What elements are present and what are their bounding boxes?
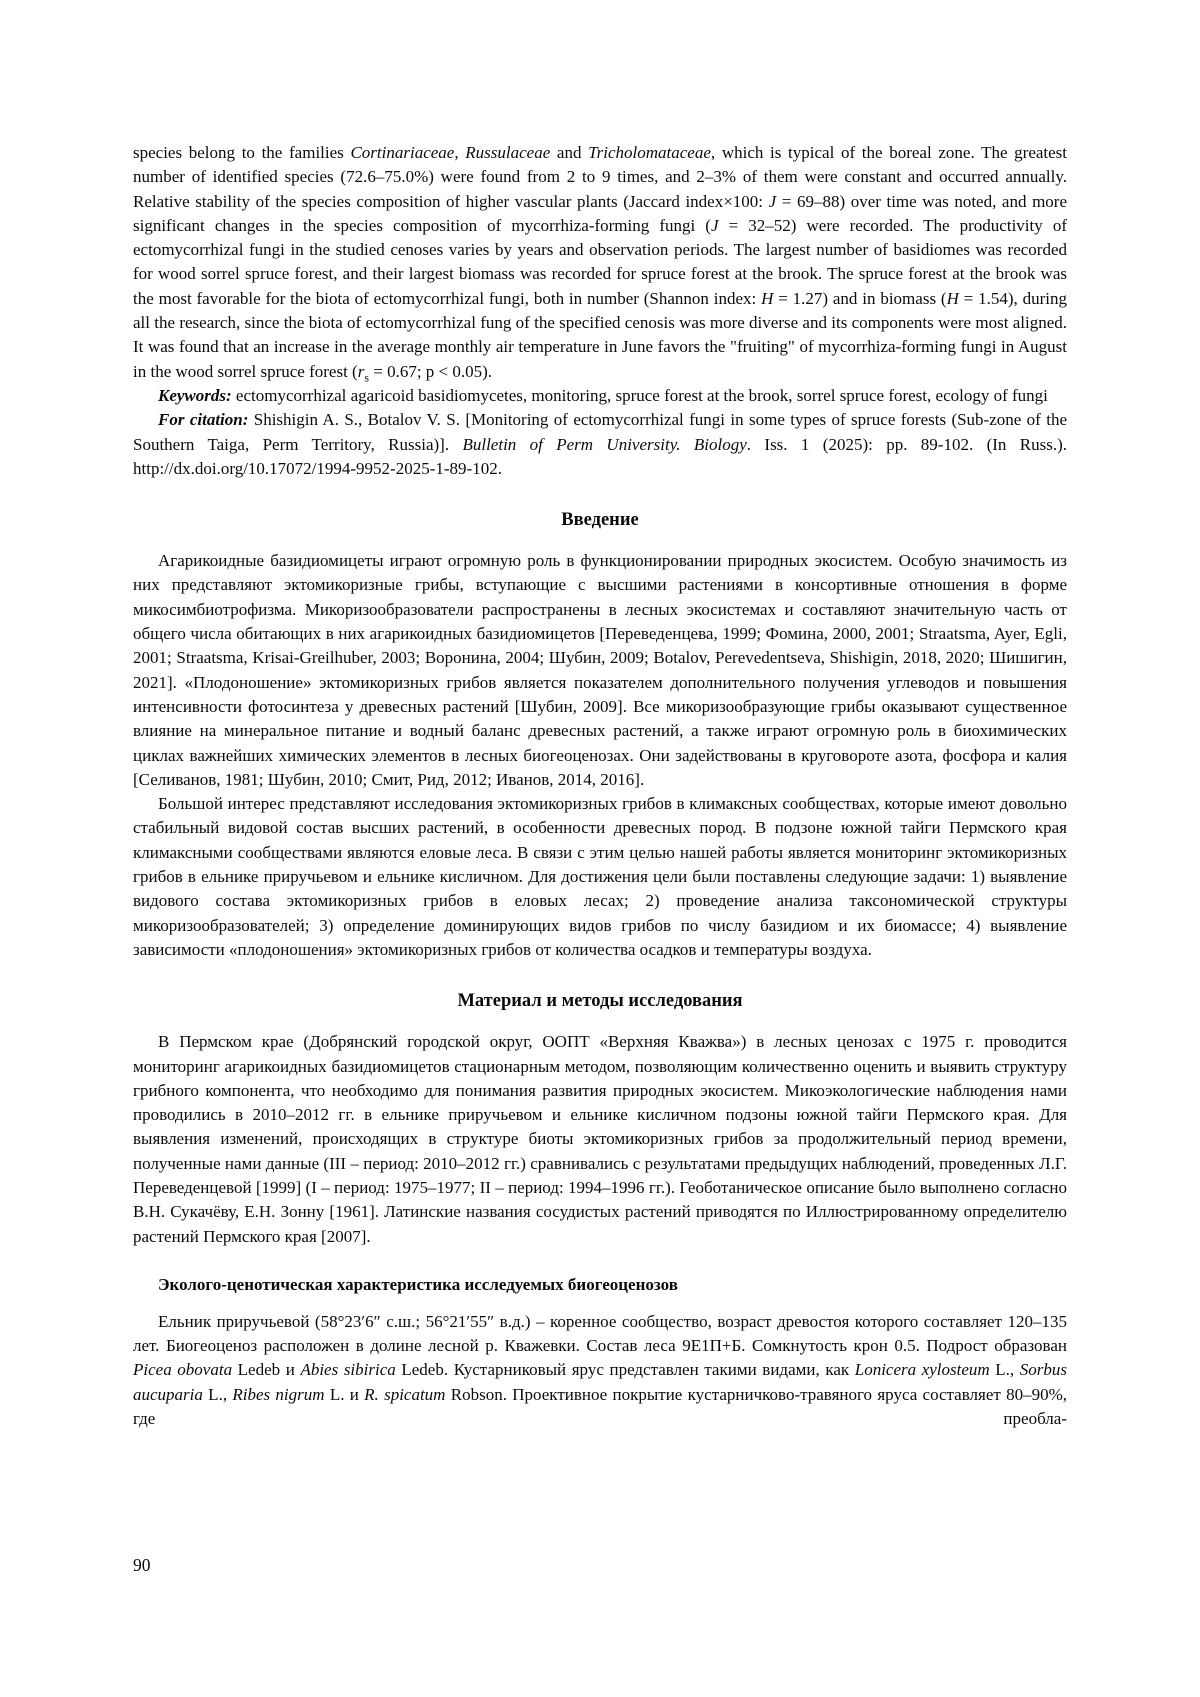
materials-methods-paragraph-1: В Пермском крае (Добрянский городской округ, ООПТ «Верхняя Кважва») в лесных ценозах с 1975 г. проводится мониторинг агарикоидных базидиомицетов стационарным методом, позволяющим количественно оценить и выявить структуру грибного компонента, что необходимо для понимания развития природных экосистем. Микоэкологические наблюдения нами проводились в 2010–2012 гг. в ельнике приручьевом и ельнике кисличном подзоны южной тайги Пермского края. Для выявления изменений, происходящих в структуре биоты эктомикоризных грибов за продолжительный период времени, полученные нами данные (III – период: 2010–2012 гг.) сравнивались с результатами предыдущих наблюдений, проведенных Л.Г. Переведенцевой [1999] (I – период: 1975–1977; II – период: 1994–1996 гг.). Геоботаническое описание было выполнено согласно В.Н. Сукачёву, Е.Н. Зонну [1961]. Латинские названия сосудистых растений приводятся по Иллюстрированному определителю растений Пермского края [2007]. — [133, 1032, 1067, 1246]
introduction-paragraph-1: Агарикоидные базидиомицеты играют огромную роль в функционировании природных экосистем. Особую значимость из них представляют эктомикоризные грибы, вступающие с высшими растениями в консортивные отношения в форме микосимбиотрофизма. Микоризообразователи распространены в лесных экосистемах и составляют значительную часть от общего числа обитающих в них агарикоидных базидиомицетов [Переведенцева, 1999; Фомина, 2000, 2001; Straatsma, Ayer, Egli, 2001; Straatsma, Krisai-Greilhuber, 2003; Воронина, 2004; Шубин, 2009; Botalov, Perevedentseva, Shishigin, 2018, 2020; Шишигин, 2021]. «Плодоношение» эктомикоризных грибов является показателем дополнительного получения углеводов и повышения интенсивности фотосинтеза у древесных растений [Шубин, 2009]. Все микоризообразующие грибы оказывают существенное влияние на минеральное питание и водный баланс древесных растений, а также играют огромную роль в биохимических циклах важнейших химических элементов в лесных биогеоценозах. Они задействованы в круговороте азота, фосфора и калия [Селиванов, 1981; Шубин, 2010; Смит, Рид, 2012; Иванов, 2014, 2016]. — [133, 551, 1067, 789]
article-body — [133, 141, 1067, 1431]
abstract-continuation-paragraph: species belong to the families Cortinariaceae, Russulaceae and Tricholomataceae, which is typical of the boreal zone. The greatest number of identified species (72.6–75.0%) were found from 2 to 9 times, and 2–3% of them were constant and occurred annually. Relative stability of the species composition of higher vascular plants (Jaccard index×100: J = 69–88) over time was noted, and more significant changes in the species composition of mycorrhiza-forming fungi (J = 32–52) were recorded. The productivity of ectomycorrhizal fungi in the studied cenoses varies by years and observation periods. The largest number of basidiomes was recorded for wood sorrel spruce forest, and their largest biomass was recorded for spruce forest at the brook. The spruce forest at the brook was the most favorable for the biota of ectomycorrhizal fungi, both in number (Shannon index: H = 1.27) and in biomass (H = 1.54), during all the research, since the biota of ectomycorrhizal fung of the specified cenosis was more diverse and its components were most aligned. It was found that an increase in the average monthly air temperature in June favors the "fruiting" of mycorrhiza-forming fungi in August in the wood sorrel spruce forest ($r_s = 0.67$; p < 0.05). — [133, 143, 1068, 385]
keywords-paragraph: Keywords: ectomycorrhizal agaricoid basidiomycetes, monitoring, spruce forest at the brook, sorrel spruce forest, ecology of fungi — [158, 385, 1048, 405]
introduction-paragraph-2: Большой интерес представляют исследования эктомикоризных грибов в климаксных сообществах, которые имеют довольно стабильный видовой состав высших растений, в особенности древесных пород. В подзоне южной тайги Пермского края климаксными сообществами являются еловые леса. В связи с этим целью нашей работы является мониторинг эктомикоризных грибов в ельнике приручьевом и ельнике кисличном. Для достижения цели были поставлены следующие задачи: 1) выявление видового состава эктомикоризных грибов в еловых лесах; 2) проведение анализа таксономической структуры микоризообразователей; 3) определение доминирующих видов грибов по числу базидиом и их биомассе; 4) выявление зависимости «плодоношения» эктомикоризных грибов от количества осадков и температуры воздуха. — [133, 794, 1067, 959]
subsection-heading-ecological-characteristics: Эколого-ценотическая характеристика исследуемых биогеоценозов — [158, 1274, 678, 1294]
for-citation-paragraph: For citation: Shishigin A. S., Botalov V. S. [Monitoring of ectomycorrhizal fungi in some types of spruce forests (Sub-zone of the Southern Taiga, Perm Territory, Russia)]. Bulletin of Perm University. Biology. Iss. 1 (2025): pp. 89-102. (In Russ.). http://dx.doi.org/10.17072/1994-9952-2025-1-89-102. — [133, 410, 1067, 478]
section-heading-materials-methods: Материал и методы исследования — [457, 991, 743, 1012]
ecological-characteristics-paragraph-1: Ельник приручьевой (58°23′6″ с.ш.; 56°21′55″ в.д.) – коренное сообщество, возраст древостоя которого составляет 120–135 лет. Биогеоценоз расположен в долине лесной р. Кважевки. Состав леса 9Е1П+Б. Сомкнутость крон 0.5. Подрост образован Picea obovata Ledeb и Abies sibirica Ledeb. Кустарниковый ярус представлен такими видами, как Lonicera xylosteum L., Sorbus aucuparia L., Ribes nigrum L. и R. spicatum Robson. Проективное покрытие кустарничково-травяного яруса составляет 80–90%, где преобла- — [133, 1311, 1068, 1429]
page-number: 90 — [133, 1555, 151, 1575]
section-heading-introduction: Введение — [561, 510, 639, 531]
